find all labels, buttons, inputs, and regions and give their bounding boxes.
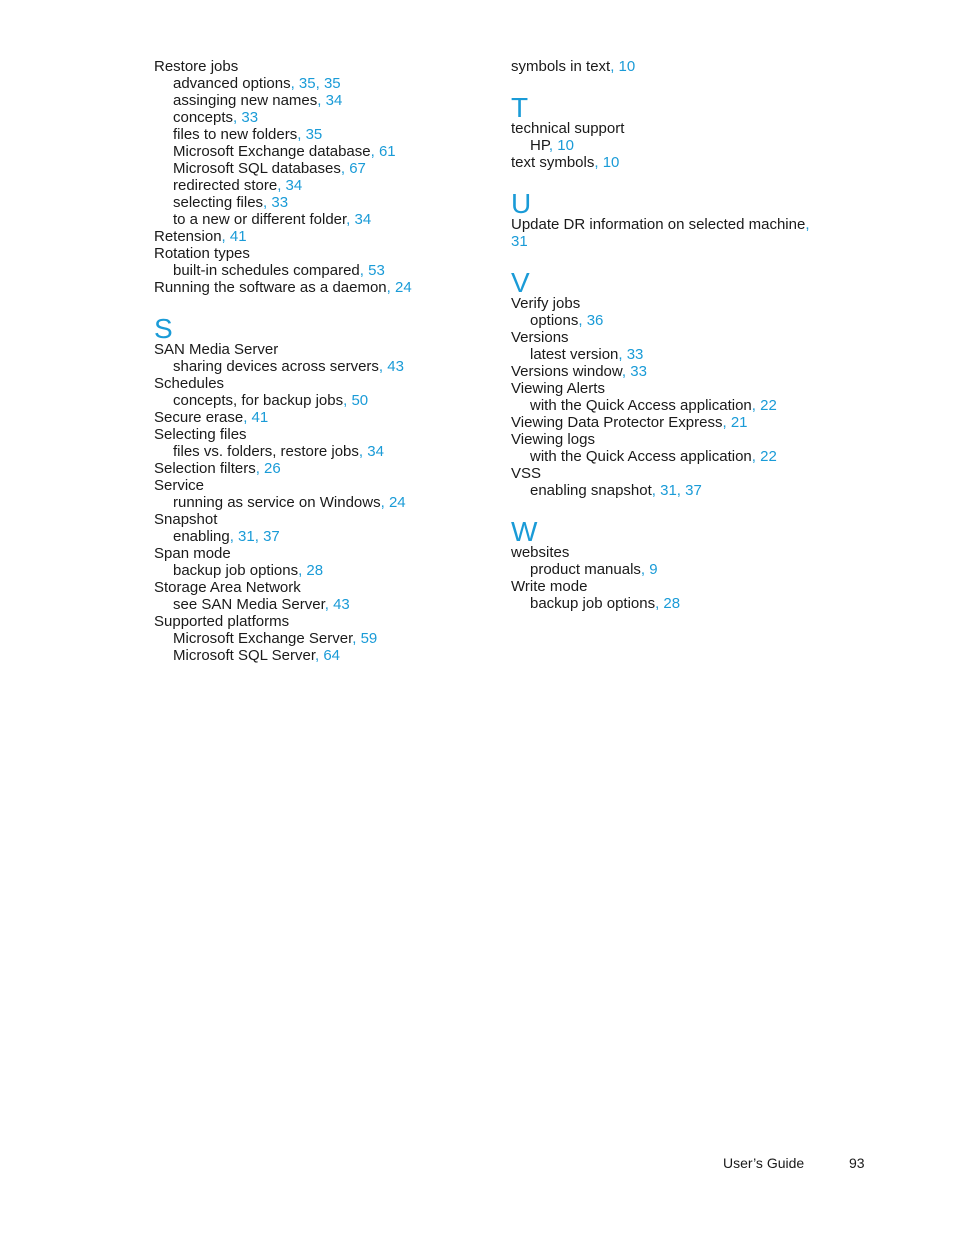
index-subentry: [154, 494, 484, 511]
page-reference-link[interactable]: , 35: [297, 126, 323, 143]
index-subentry: [154, 562, 484, 579]
index-entry: [154, 58, 484, 75]
index-section-letter: S: [154, 313, 173, 344]
index-subentry: [511, 346, 841, 363]
index-term: sharing devices across servers: [173, 358, 379, 375]
index-subentry: [511, 561, 841, 578]
index-term: Update DR information on selected machine: [511, 216, 806, 233]
index-subentry: [154, 143, 484, 160]
page-reference-link[interactable]: , 10: [594, 154, 620, 171]
index-subentry: [154, 211, 484, 228]
index-term: with the Quick Access application: [530, 397, 752, 414]
index-section-letter: U: [511, 188, 532, 219]
index-column-left: [154, 58, 484, 664]
index-term: redirected store: [173, 177, 278, 194]
index-term: Rotation types: [154, 245, 250, 262]
index-term: enabling snapshot: [530, 482, 652, 499]
index-subentry: [511, 448, 841, 465]
index-section-letter: T: [511, 92, 529, 123]
page-reference-link[interactable]: , 10: [610, 58, 636, 75]
index-subentry: [154, 126, 484, 143]
page-reference-link[interactable]: , 26: [255, 460, 281, 477]
index-subentry: [154, 630, 484, 647]
index-entry: [154, 375, 484, 392]
index-subentry: [154, 358, 484, 375]
index-term: Snapshot: [154, 511, 218, 528]
index-term: selecting files: [173, 194, 264, 211]
index-entry: [154, 579, 484, 596]
index-entry: [511, 465, 841, 482]
index-term: technical support: [511, 120, 625, 137]
index-term: concepts: [173, 109, 234, 126]
index-entry: [154, 245, 484, 262]
index-term: Retension: [154, 228, 222, 245]
page-reference-link[interactable]: , 24: [386, 279, 412, 296]
page-reference-link[interactable]: , 36: [578, 312, 604, 329]
index-term: Schedules: [154, 375, 225, 392]
page-reference-link[interactable]: , 34: [358, 443, 384, 460]
index-subentry: [154, 528, 484, 545]
index-term: assinging new names: [173, 92, 318, 109]
index-entry: [511, 120, 841, 137]
page-reference-link[interactable]: , 33: [618, 346, 644, 363]
index-term: Supported platforms: [154, 613, 290, 630]
index-entry: [511, 363, 841, 380]
index-section-letter: W: [511, 516, 538, 547]
index-term: see SAN Media Server: [173, 596, 325, 613]
index-term: text symbols: [511, 154, 595, 171]
index-term: Viewing Data Protector Express: [511, 414, 723, 431]
page-reference-link[interactable]: 31: [511, 233, 528, 250]
index-subentry: [511, 137, 841, 154]
index-term: with the Quick Access application: [530, 448, 752, 465]
index-entry: [511, 544, 841, 561]
index-term: backup job options: [173, 562, 299, 579]
page-reference-link[interactable]: , 34: [346, 211, 372, 228]
index-term: Microsoft SQL databases: [173, 160, 341, 177]
index-section-letter: V: [511, 267, 530, 298]
page-reference-link[interactable]: , 28: [655, 595, 681, 612]
index-term: options: [530, 312, 579, 329]
index-subentry: [154, 392, 484, 409]
index-entry: [511, 431, 841, 448]
index-subentry: [511, 397, 841, 414]
page-reference-link[interactable]: , 33: [233, 109, 259, 126]
index-term: Microsoft Exchange Server: [173, 630, 353, 647]
index-subentry: [154, 443, 484, 460]
index-term: Verify jobs: [511, 295, 581, 312]
page-reference-link[interactable]: , 43: [324, 596, 350, 613]
index-entry: [154, 613, 484, 630]
index-term: Microsoft Exchange database: [173, 143, 371, 160]
page-reference-link[interactable]: , 67: [340, 160, 366, 177]
index-term: Span mode: [154, 545, 231, 562]
index-entry: [511, 58, 841, 75]
index-subentry: [154, 647, 484, 664]
index-subentry: [154, 262, 484, 279]
index-entry: [154, 279, 484, 296]
page-reference-link[interactable]: , 9: [640, 561, 658, 578]
page-reference-link[interactable]: , 41: [221, 228, 247, 245]
page-reference-link[interactable]: , 24: [380, 494, 406, 511]
page-reference-link[interactable]: , 59: [352, 630, 378, 647]
index-entry: [511, 578, 841, 595]
page-reference-link[interactable]: , 10: [548, 137, 574, 154]
index-term: Write mode: [511, 578, 588, 595]
index-entry: [154, 477, 484, 494]
index-term: Selection filters: [154, 460, 256, 477]
index-entry: [154, 341, 484, 358]
index-entry: [511, 216, 841, 250]
page-reference-link[interactable]: , 33: [621, 363, 647, 380]
index-term: files to new folders: [173, 126, 298, 143]
index-entry: [511, 380, 841, 397]
index-term: SAN Media Server: [154, 341, 279, 358]
index-entry: [154, 228, 484, 245]
page-reference-link[interactable]: , 33: [263, 194, 289, 211]
index-subentry: [154, 194, 484, 211]
page-reference-link[interactable]: , 53: [359, 262, 385, 279]
page-reference-link[interactable]: , 31, 37: [651, 482, 702, 499]
page-reference-link[interactable]: , 61: [370, 143, 396, 160]
index-term: Viewing logs: [511, 431, 595, 448]
index-term: Microsoft SQL Server: [173, 647, 315, 664]
index-column-right: [511, 58, 841, 612]
index-term: advanced options: [173, 75, 291, 92]
page-reference-link[interactable]: , 34: [317, 92, 343, 109]
index-entry: [154, 511, 484, 528]
page-reference-link[interactable]: , 41: [243, 409, 269, 426]
index-subentry: [511, 312, 841, 329]
index-term: symbols in text: [511, 58, 611, 75]
index-entry: [154, 426, 484, 443]
page-reference-link[interactable]: , 28: [298, 562, 324, 579]
index-term: latest version: [530, 346, 619, 363]
index-term: concepts, for backup jobs: [173, 392, 344, 409]
index-term: Restore jobs: [154, 58, 239, 75]
page-reference-link[interactable]: , 34: [277, 177, 303, 194]
index-entry: [511, 329, 841, 346]
page-reference-link[interactable]: , 31, 37: [229, 528, 280, 545]
index-entry: [511, 154, 841, 171]
index-term: websites: [511, 544, 570, 561]
index-entry: [511, 414, 841, 431]
index-subentry: [154, 92, 484, 109]
index-term: to a new or different folder: [173, 211, 347, 228]
index-term: Storage Area Network: [154, 579, 301, 596]
page-reference-link[interactable]: , 43: [378, 358, 404, 375]
index-subentry: [154, 160, 484, 177]
page-reference-link[interactable]: , 22: [751, 397, 777, 414]
page-reference-link[interactable]: , 50: [343, 392, 369, 409]
index-entry: [154, 409, 484, 426]
index-term: Secure erase: [154, 409, 244, 426]
index-term: files vs. folders, restore jobs: [173, 443, 359, 460]
page-reference-link[interactable]: , 35, 35: [290, 75, 341, 92]
footer-guide-title: User’s Guide: [723, 1155, 805, 1171]
index-entry: [511, 295, 841, 312]
footer-page-number: 93: [849, 1155, 865, 1171]
index-term: backup job options: [530, 595, 656, 612]
index-term: Viewing Alerts: [511, 380, 605, 397]
index-term: Running the software as a daemon: [154, 279, 387, 296]
index-term: Service: [154, 477, 205, 494]
index-term: enabling: [173, 528, 230, 545]
page-reference-link[interactable]: , 21: [722, 414, 748, 431]
index-subentry: [154, 75, 484, 92]
index-entry: [154, 460, 484, 477]
index-term: Versions window: [511, 363, 622, 380]
page-reference-link[interactable]: ,: [805, 216, 810, 233]
index-term: built-in schedules compared: [173, 262, 360, 279]
index-term: running as service on Windows: [173, 494, 381, 511]
index-subentry: [154, 109, 484, 126]
page-reference-link[interactable]: , 22: [751, 448, 777, 465]
index-term: HP: [530, 137, 549, 154]
index-subentry: [511, 482, 841, 499]
index-subentry: [154, 177, 484, 194]
index-subentry: [511, 595, 841, 612]
index-term: VSS: [511, 465, 542, 482]
index-subentry: [154, 596, 484, 613]
index-term: Selecting files: [154, 426, 247, 443]
index-term: product manuals: [530, 561, 641, 578]
index-entry: [154, 545, 484, 562]
page-reference-link[interactable]: , 64: [315, 647, 341, 664]
index-term: Versions: [511, 329, 569, 346]
